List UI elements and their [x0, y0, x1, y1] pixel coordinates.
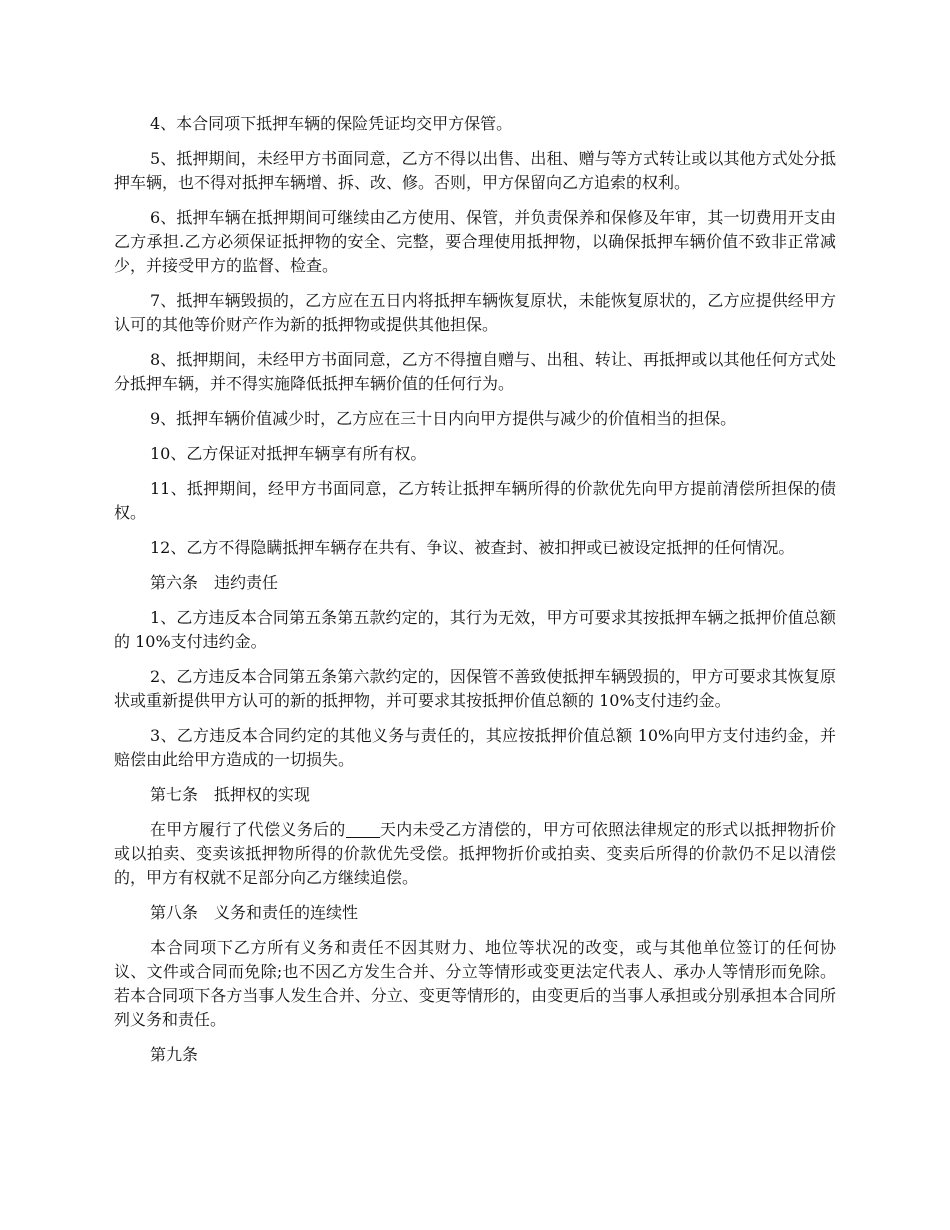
clause-10: 10、乙方保证对抵押车辆享有所有权。 — [150, 444, 427, 463]
days-blank-field — [346, 821, 380, 838]
clause-4: 4、本合同项下抵押车辆的保险凭证均交甲方保管。 — [150, 114, 513, 133]
clause-8: 8、抵押期间，未经甲方书面同意，乙方不得擅自赠与、出租、转让、再抵押或以其他任何方式处分抵押车辆，并不得实施降低抵押车辆价值的任何行为。 — [114, 350, 836, 393]
continuity-paragraph: 本合同项下乙方所有义务和责任不因其财力、地位等状况的改变，或与其他单位签订的任何协议、文件或合同而免除;也不因乙方发生合并、分立等情形或变更法定代表人、承办人等情形而免除。若本合同项下各方当事人发生合并、分立、变更等情形的，由变更后的当事人承担或分别承担本合同所列义务和责任。 — [114, 938, 836, 1029]
clause-5: 5、抵押期间，未经甲方书面同意，乙方不得以出售、出租、赠与等方式转让或以其他方式处分抵押车辆，也不得对抵押车辆增、拆、改、修。否则，甲方保留向乙方追索的权利。 — [114, 149, 836, 192]
breach-clause-1: 1、乙方违反本合同第五条第五款约定的，其行为无效，甲方可要求其按抵押车辆之抵押价值总额的 10%支付违约金。 — [114, 608, 836, 651]
clause-6: 6、抵押车辆在抵押期间可继续由乙方使用、保管，并负责保养和保修及年审，其一切费用开支由乙方承担.乙方必须保证抵押物的安全、完整，要合理使用抵押物，以确保抵押车辆价值不致非正常减少，并接受甲方的监督、检查。 — [114, 208, 836, 275]
article-9-heading: 第九条 — [150, 1045, 199, 1064]
realization-paragraph — [114, 818, 836, 890]
document-body — [114, 112, 836, 1078]
breach-clause-3: 3、乙方违反本合同约定的其他义务与责任的，其应按抵押价值总额 10%向甲方支付违约金，并赔偿由此给甲方造成的一切损失。 — [114, 726, 836, 769]
article-6-heading: 第六条 违约责任 — [150, 573, 279, 592]
realization-text-start: 在甲方履行了代偿义务后的 — [150, 820, 346, 839]
clause-12: 12、乙方不得隐瞒抵押车辆存在共有、争议、被查封、被扣押或已被设定抵押的任何情况。 — [150, 538, 795, 557]
breach-clause-2: 2、乙方违反本合同第五条第六款约定的，因保管不善致使抵押车辆毁损的，甲方可要求其恢复原状或重新提供甲方认可的新的抵押物，并可要求其按抵押价值总额的 10%支付违约金。 — [114, 667, 836, 710]
realization-text-end: 天内未受乙方清偿的，甲方可依照法律规定的形式以抵押物折价或以拍卖、变卖该抵押物所得的价款优先受偿。抵押物折价或拍卖、变卖后所得的价款仍不足以清偿的，甲方有权就不足部分向乙方继续追偿。 — [114, 820, 836, 887]
article-8-heading: 第八条 义务和责任的连续性 — [150, 903, 359, 922]
clause-11: 11、抵押期间，经甲方书面同意，乙方转让抵押车辆所得的价款优先向甲方提前清偿所担保的债权。 — [114, 479, 836, 522]
clause-9: 9、抵押车辆价值减少时，乙方应在三十日内向甲方提供与减少的价值相当的担保。 — [150, 409, 737, 428]
article-7-heading: 第七条 抵押权的实现 — [150, 785, 311, 804]
clause-7: 7、抵押车辆毁损的，乙方应在五日内将抵押车辆恢复原状，未能恢复原状的，乙方应提供经甲方认可的其他等价财产作为新的抵押物或提供其他担保。 — [114, 291, 836, 334]
